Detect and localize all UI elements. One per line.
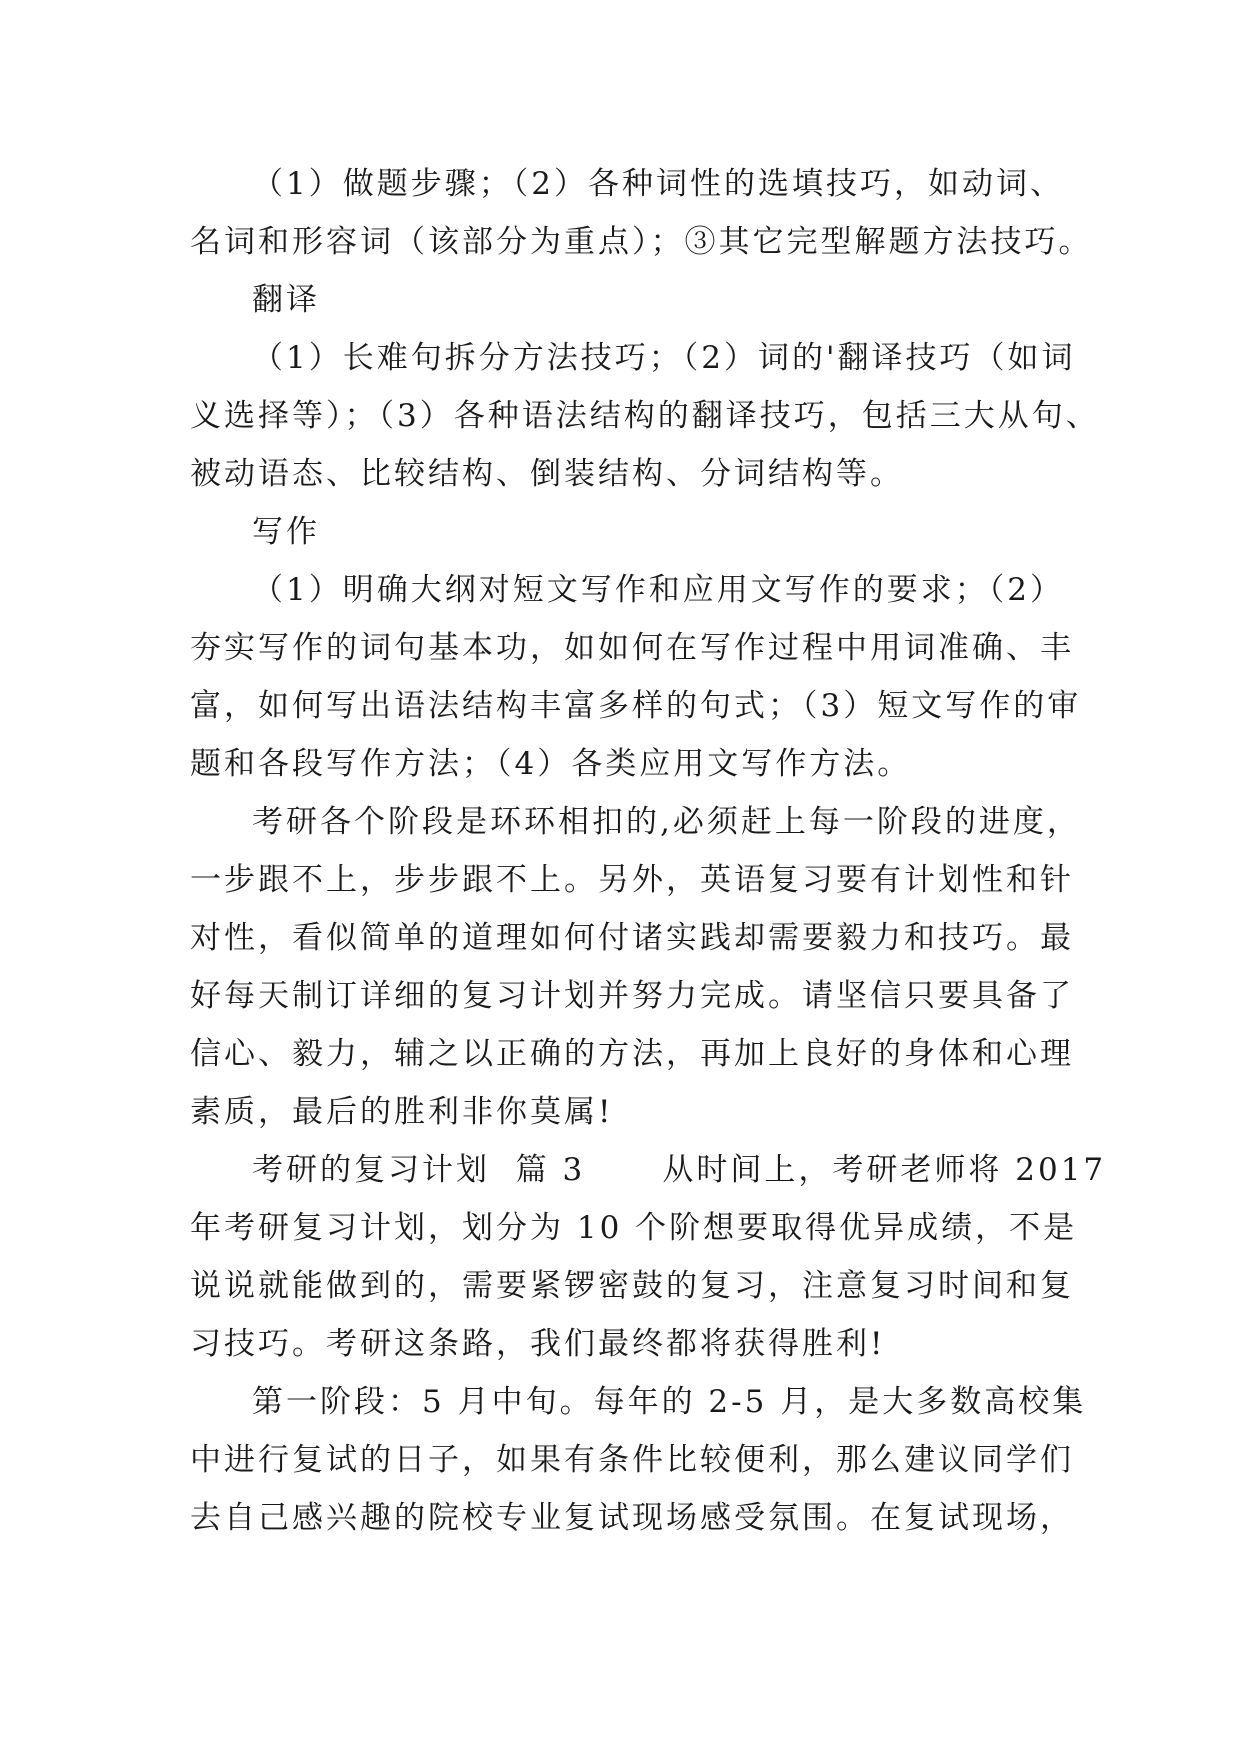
text-line: 说说就能做到的，需要紧锣密鼓的复习，注意复习时间和复 [190, 1268, 1074, 1304]
text-line: 好每天制订详细的复习计划并努力完成。请坚信只要具备了 [190, 978, 1074, 1014]
text-line: 习技巧。考研这条路，我们最终都将获得胜利! [190, 1326, 886, 1362]
text-line: 信心、毅力，辅之以正确的方法，再加上良好的身体和心理 [190, 1036, 1074, 1072]
text-line: （1）做题步骤；（2）各种词性的选填技巧，如动词、 [252, 166, 1064, 202]
text-line: 对性，看似简单的道理如何付诸实践却需要毅力和技巧。最 [190, 920, 1074, 956]
text-line: 义选择等）；（3）各种语法结构的翻译技巧，包括三大从句、 [190, 398, 1100, 434]
text-line: 名词和形容词（该部分为重点）；③其它完型解题方法技巧。 [190, 224, 1093, 260]
section-heading-translation: 翻译 [252, 282, 320, 318]
section-heading-writing: 写作 [252, 514, 320, 550]
text-line: 夯实写作的词句基本功，如如何在写作过程中用词准确、丰 [190, 630, 1074, 666]
text-line: 年考研复习计划，划分为 10 个阶想要取得优异成绩，不是 [190, 1210, 1078, 1246]
text-line: 富，如何写出语法结构丰富多样的句式；（3）短文写作的审 [190, 688, 1082, 724]
text-line: 被动语态、比较结构、倒装结构、分词结构等。 [190, 456, 904, 492]
text-line: 考研各个阶段是环环相扣的,必须赶上每一阶段的进度， [252, 804, 1081, 840]
text-line: 中进行复试的日子，如果有条件比较便利，那么建议同学们 [190, 1442, 1074, 1478]
document-body [190, 155, 1107, 1547]
text-line: 去自己感兴趣的院校专业复试现场感受氛围。在复试现场， [190, 1500, 1074, 1536]
text-line: 一步跟不上，步步跟不上。另外，英语复习要有计划性和针 [190, 862, 1074, 898]
text-line: 题和各段写作方法；（4）各类应用文写作方法。 [190, 746, 912, 782]
text-line: （1）长难句拆分方法技巧；（2）词的'翻译技巧（如词 [252, 340, 1076, 376]
text-line: 素质，最后的胜利非你莫属! [190, 1094, 614, 1130]
section-title-plan-3: 考研的复习计划 篇 3 从时间上，考研老师将 2017 [252, 1152, 1107, 1188]
text-line: 第一阶段：5 月中旬。每年的 2-5 月，是大多数高校集 [252, 1384, 1087, 1420]
text-line: （1）明确大纲对短文写作和应用文写作的要求；（2） [252, 572, 1064, 608]
